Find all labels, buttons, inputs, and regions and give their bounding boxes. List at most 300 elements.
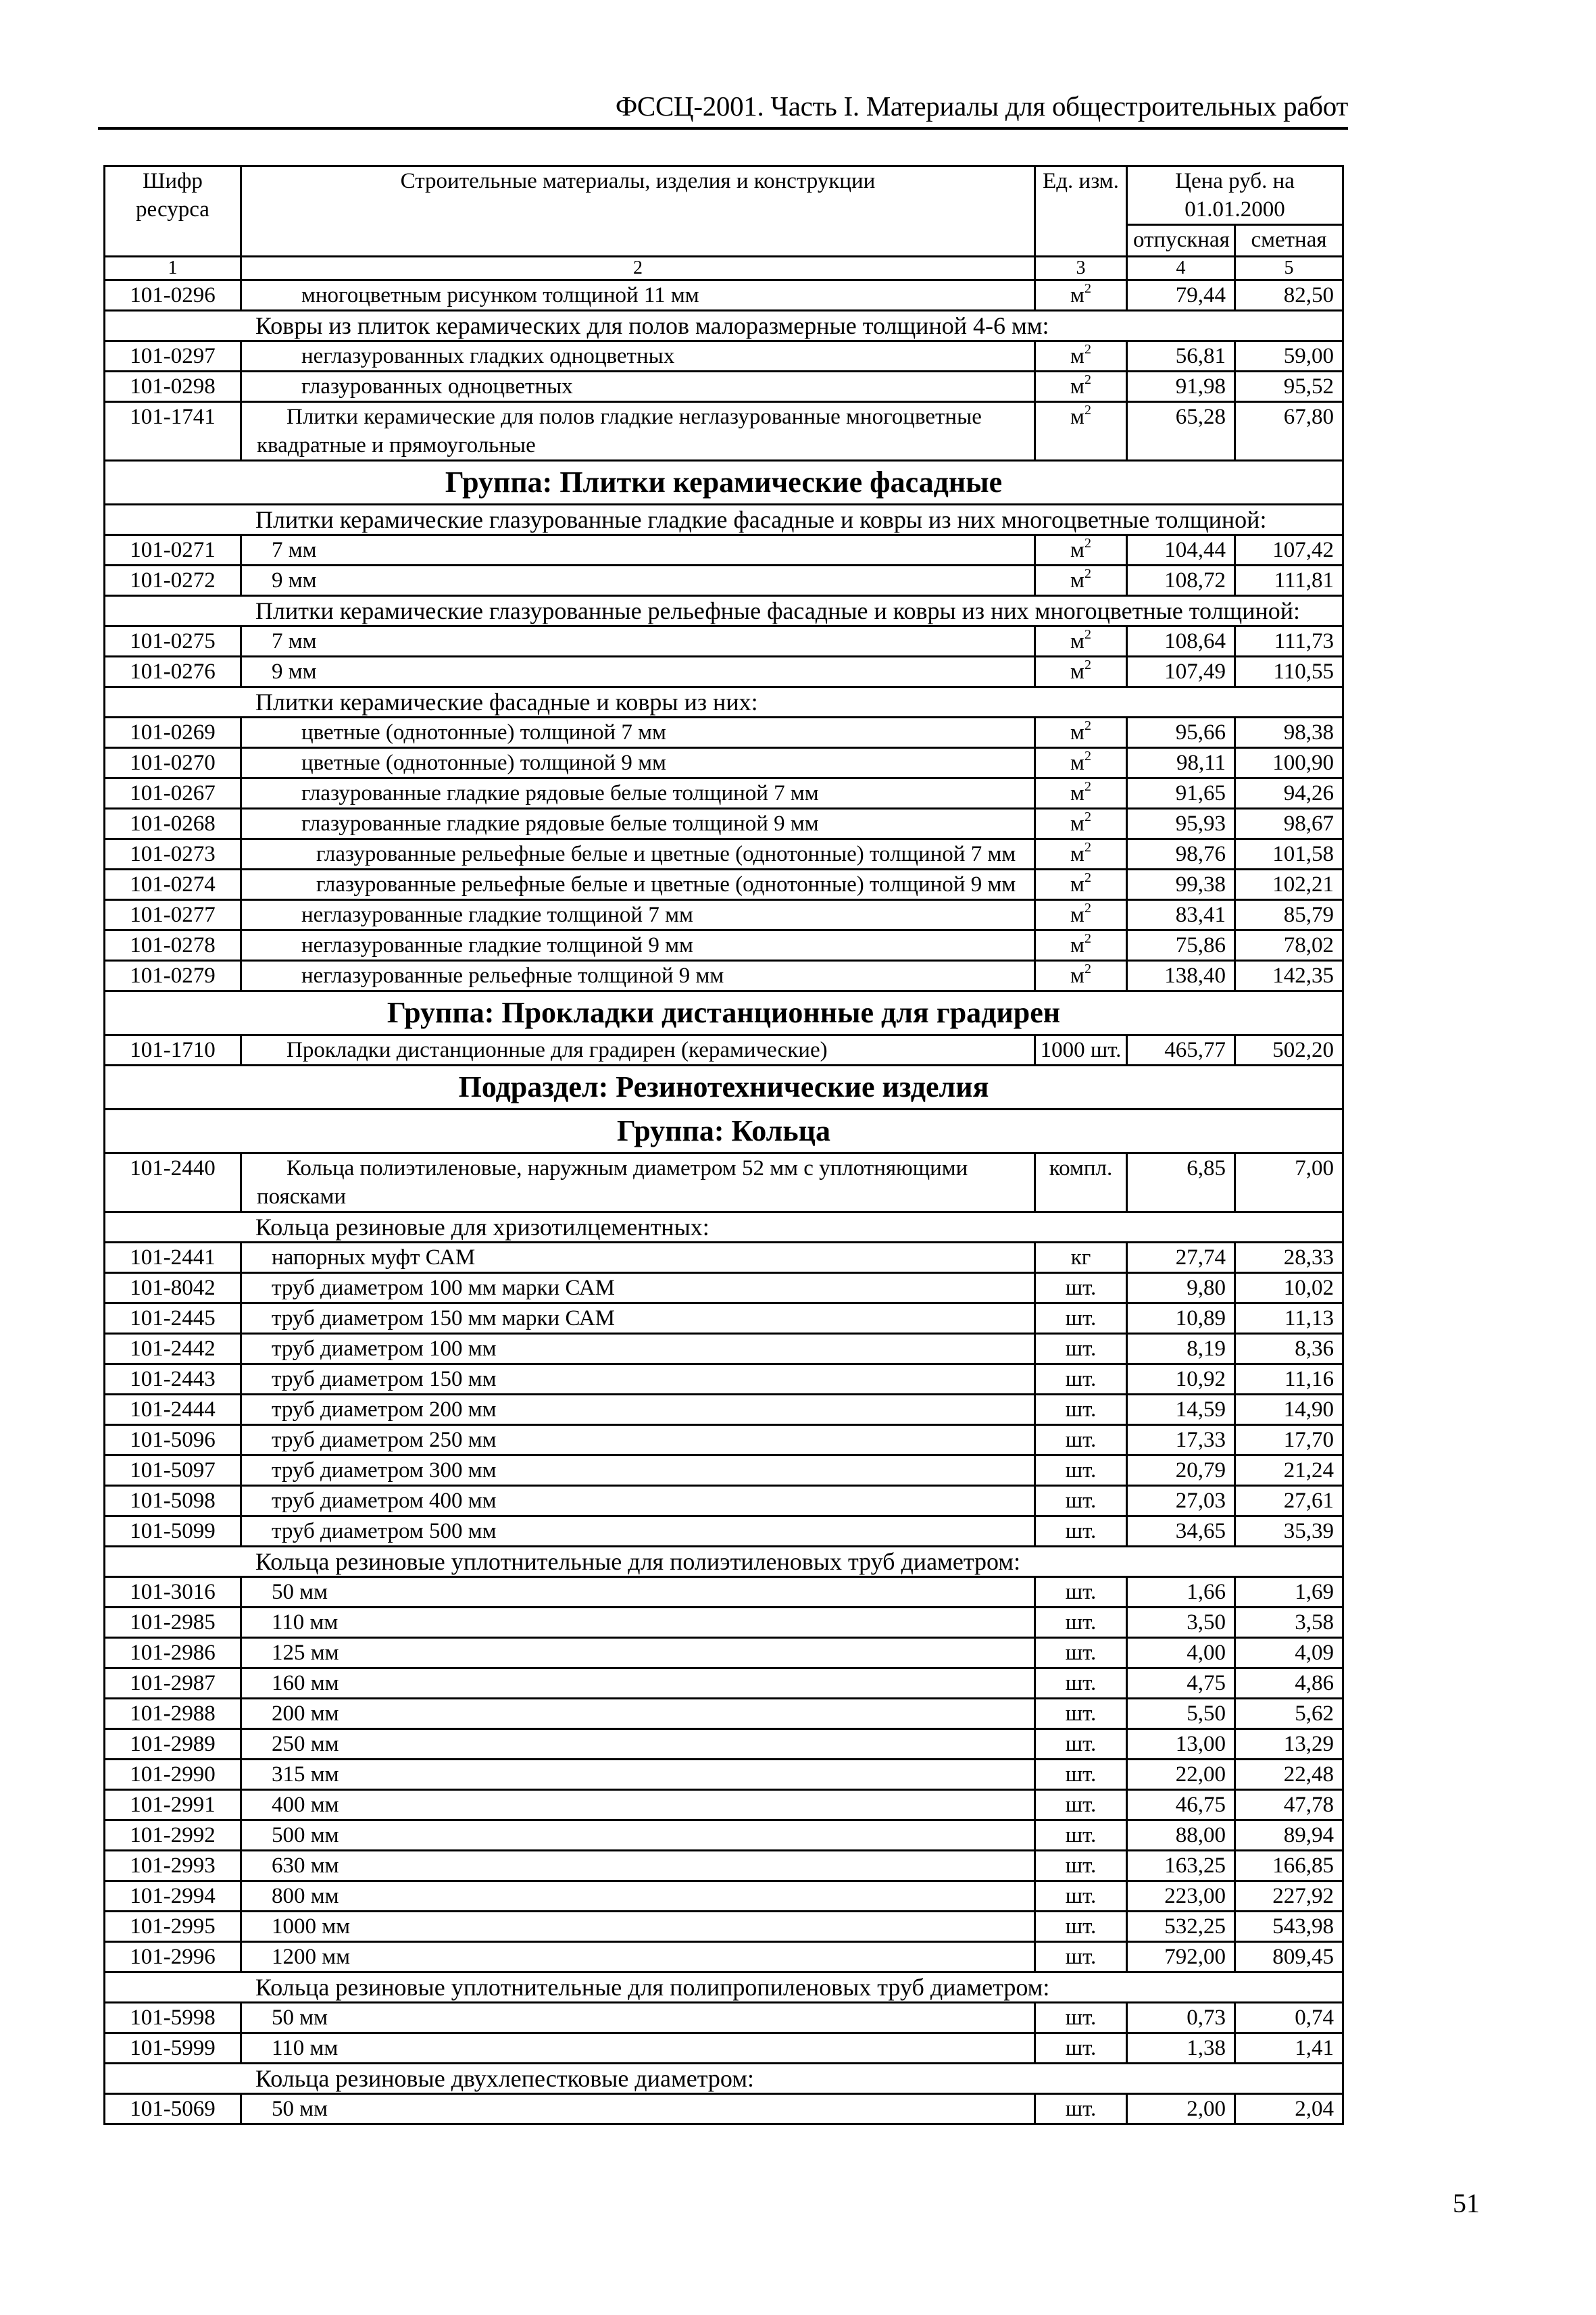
superscript-two: 2 [1084, 749, 1091, 764]
table-row [105, 1608, 1343, 1638]
resource-code: 101-2441 [105, 1243, 241, 1273]
table-row [105, 1516, 1343, 1547]
group-heading-row [105, 991, 1343, 1035]
resource-code: 101-0275 [105, 626, 241, 657]
group-heading-row [105, 1110, 1343, 1153]
superscript-two: 2 [1084, 657, 1091, 672]
material-name: 9 мм [241, 566, 1035, 596]
superscript-two: 2 [1084, 566, 1091, 581]
table-row [105, 1395, 1343, 1425]
table-row [105, 1638, 1343, 1668]
resource-code: 101-0278 [105, 930, 241, 961]
release-price: 22,00 [1127, 1760, 1235, 1790]
estimate-price: 98,38 [1235, 718, 1343, 748]
material-name: 250 мм [241, 1729, 1035, 1760]
material-name: 7 мм [241, 535, 1035, 566]
superscript-two: 2 [1084, 342, 1091, 357]
estimate-price: 17,70 [1235, 1425, 1343, 1455]
subheading-row [105, 1972, 1343, 2003]
table-row [105, 341, 1343, 372]
estimate-price: 67,80 [1235, 402, 1343, 461]
unit-of-measure: шт. [1035, 1760, 1127, 1790]
estimate-price: 27,61 [1235, 1486, 1343, 1516]
header-rule [98, 127, 1348, 130]
table-row [105, 1790, 1343, 1820]
unit-of-measure: шт. [1035, 1577, 1127, 1608]
table-row [105, 1851, 1343, 1881]
table-row [105, 1760, 1343, 1790]
subheading: Ковры из плиток керамических для полов малоразмерные толщиной 4-6 мм: [105, 311, 1343, 341]
page-number: 51 [1453, 2188, 1480, 2218]
table-row [105, 1577, 1343, 1608]
table-row [105, 870, 1343, 900]
unit-of-measure: шт. [1035, 1790, 1127, 1820]
unit-of-measure: $м^2$ [1035, 930, 1127, 961]
column-number: 2 [241, 257, 1035, 280]
superscript-two: 2 [1084, 870, 1091, 885]
release-price: 99,38 [1127, 870, 1235, 900]
resource-code: 101-0274 [105, 870, 241, 900]
unit-of-measure: шт. [1035, 1364, 1127, 1395]
superscript-two: 2 [1084, 901, 1091, 916]
resource-code: 101-0279 [105, 961, 241, 991]
material-name: 9 мм [241, 657, 1035, 687]
unit-of-measure: шт. [1035, 1273, 1127, 1303]
material-name: глазурованные гладкие рядовые белые толщиной 7 мм [241, 778, 1035, 809]
table-row [105, 657, 1343, 687]
unit-of-measure: $м^2$ [1035, 839, 1127, 870]
release-price: 27,03 [1127, 1486, 1235, 1516]
material-name: неглазурованные рельефные толщиной 9 мм [241, 961, 1035, 991]
resource-code: 101-0271 [105, 535, 241, 566]
estimate-price: 11,13 [1235, 1303, 1343, 1334]
release-price: 34,65 [1127, 1516, 1235, 1547]
table-row [105, 1455, 1343, 1486]
estimate-price: 227,92 [1235, 1881, 1343, 1912]
release-price: 163,25 [1127, 1851, 1235, 1881]
resource-code: 101-0272 [105, 566, 241, 596]
release-price: 792,00 [1127, 1942, 1235, 1972]
table-row [105, 2033, 1343, 2064]
material-name: труб диаметром 150 мм марки САМ [241, 1303, 1035, 1334]
superscript-two: 2 [1084, 840, 1091, 855]
material-name: цветные (однотонные) толщиной 7 мм [241, 718, 1035, 748]
material-name: 160 мм [241, 1668, 1035, 1699]
table-row [105, 961, 1343, 991]
material-name: глазурованные рельефные белые и цветные (однотонные) толщиной 9 мм [241, 870, 1035, 900]
release-price: 9,80 [1127, 1273, 1235, 1303]
superscript-two: 2 [1084, 962, 1091, 976]
table-row [105, 1273, 1343, 1303]
subheading-row [105, 596, 1343, 626]
unit-of-measure: $м^2$ [1035, 961, 1127, 991]
resource-code: 101-2989 [105, 1729, 241, 1760]
unit-of-measure: шт. [1035, 1455, 1127, 1486]
table-row [105, 1334, 1343, 1364]
material-name: 315 мм [241, 1760, 1035, 1790]
resource-code: 101-0268 [105, 809, 241, 839]
unit-of-measure: шт. [1035, 1699, 1127, 1729]
estimate-price: 21,24 [1235, 1455, 1343, 1486]
column-number: 1 [105, 257, 241, 280]
material-name: глазурованные рельефные белые и цветные (однотонные) толщиной 7 мм [241, 839, 1035, 870]
unit-of-measure: $м^2$ [1035, 626, 1127, 657]
release-price: 6,85 [1127, 1153, 1235, 1212]
table-row [105, 1364, 1343, 1395]
resource-code: 101-2994 [105, 1881, 241, 1912]
table-row [105, 626, 1343, 657]
estimate-price: 8,36 [1235, 1334, 1343, 1364]
resource-code: 101-2986 [105, 1638, 241, 1668]
release-price: 17,33 [1127, 1425, 1235, 1455]
estimate-price: 111,81 [1235, 566, 1343, 596]
estimate-price: 809,45 [1235, 1942, 1343, 1972]
table-header-row [105, 166, 1343, 225]
superscript-two: 2 [1084, 403, 1091, 418]
estimate-price: 82,50 [1235, 280, 1343, 311]
subheading-row [105, 311, 1343, 341]
material-name: 50 мм [241, 2094, 1035, 2124]
table-row [105, 1243, 1343, 1273]
unit-of-measure: $м^2$ [1035, 870, 1127, 900]
group-heading: Группа: Кольца [105, 1110, 1343, 1153]
resource-code: 101-2992 [105, 1820, 241, 1851]
material-name: труб диаметром 200 мм [241, 1395, 1035, 1425]
subheading: Кольца резиновые уплотнительные для полипропиленовых труб диаметром: [105, 1972, 1343, 2003]
unit-of-measure: $м^2$ [1035, 566, 1127, 596]
estimate-price: 3,58 [1235, 1608, 1343, 1638]
subheading: Плитки керамические глазурованные рельефные фасадные и ковры из них многоцветные толщиной: [105, 596, 1343, 626]
resource-code: 101-5099 [105, 1516, 241, 1547]
material-name: труб диаметром 250 мм [241, 1425, 1035, 1455]
resource-code: 101-0296 [105, 280, 241, 311]
release-price: 5,50 [1127, 1699, 1235, 1729]
material-name: труб диаметром 500 мм [241, 1516, 1035, 1547]
unit-of-measure: шт. [1035, 1881, 1127, 1912]
column-numbers-row [105, 257, 1343, 280]
unit-of-measure: шт. [1035, 1729, 1127, 1760]
group-heading: Группа: Плитки керамические фасадные [105, 461, 1343, 505]
material-name: 630 мм [241, 1851, 1035, 1881]
price-table [103, 165, 1344, 2125]
estimate-price: 7,00 [1235, 1153, 1343, 1212]
table-row [105, 1668, 1343, 1699]
release-price: 104,44 [1127, 535, 1235, 566]
subheading-row [105, 505, 1343, 535]
release-price: 14,59 [1127, 1395, 1235, 1425]
unit-of-measure: $м^2$ [1035, 402, 1127, 461]
superscript-two: 2 [1084, 372, 1091, 387]
resource-code: 101-2443 [105, 1364, 241, 1395]
material-name: 1200 мм [241, 1942, 1035, 1972]
resource-code: 101-2987 [105, 1668, 241, 1699]
estimate-price: 1,69 [1235, 1577, 1343, 1608]
material-name: 1000 мм [241, 1912, 1035, 1942]
release-price: 98,76 [1127, 839, 1235, 870]
table-row [105, 1425, 1343, 1455]
resource-code: 101-2991 [105, 1790, 241, 1820]
release-price: 98,11 [1127, 748, 1235, 778]
unit-of-measure: $м^2$ [1035, 748, 1127, 778]
release-price: 3,50 [1127, 1608, 1235, 1638]
table-row [105, 1729, 1343, 1760]
superscript-two: 2 [1084, 718, 1091, 733]
release-price: 83,41 [1127, 900, 1235, 930]
estimate-price: 166,85 [1235, 1851, 1343, 1881]
material-name: неглазурованные гладкие толщиной 9 мм [241, 930, 1035, 961]
column-header-unit: Ед. изм. [1035, 166, 1127, 257]
release-price: 223,00 [1127, 1881, 1235, 1912]
group-heading: Группа: Прокладки дистанционные для градирен [105, 991, 1343, 1035]
resource-code: 101-2444 [105, 1395, 241, 1425]
unit-of-measure: $м^2$ [1035, 657, 1127, 687]
table-row [105, 930, 1343, 961]
resource-code: 101-3016 [105, 1577, 241, 1608]
release-price: 10,92 [1127, 1364, 1235, 1395]
release-price: 46,75 [1127, 1790, 1235, 1820]
release-price: 88,00 [1127, 1820, 1235, 1851]
unit-of-measure: $м^2$ [1035, 280, 1127, 311]
table-row [105, 2003, 1343, 2033]
material-name: напорных муфт САМ [241, 1243, 1035, 1273]
table-row [105, 1820, 1343, 1851]
resource-code: 101-2995 [105, 1912, 241, 1942]
estimate-price: 502,20 [1235, 1035, 1343, 1066]
release-price: 65,28 [1127, 402, 1235, 461]
material-name: труб диаметром 100 мм марки САМ [241, 1273, 1035, 1303]
estimate-price: 47,78 [1235, 1790, 1343, 1820]
subheading: Плитки керамические фасадные и ковры из них: [105, 687, 1343, 718]
unit-of-measure: $м^2$ [1035, 718, 1127, 748]
unit-of-measure: шт. [1035, 1851, 1127, 1881]
estimate-price: 111,73 [1235, 626, 1343, 657]
material-name: глазурованные гладкие рядовые белые толщиной 9 мм [241, 809, 1035, 839]
release-price: 108,72 [1127, 566, 1235, 596]
resource-code: 101-2440 [105, 1153, 241, 1212]
material-name: цветные (однотонные) толщиной 9 мм [241, 748, 1035, 778]
material-name: 110 мм [241, 2033, 1035, 2064]
group-heading-row [105, 1066, 1343, 1110]
material-name: 50 мм [241, 2003, 1035, 2033]
release-price: 532,25 [1127, 1912, 1235, 1942]
release-price: 95,66 [1127, 718, 1235, 748]
release-price: 79,44 [1127, 280, 1235, 311]
unit-of-measure: шт. [1035, 1608, 1127, 1638]
release-price: 27,74 [1127, 1243, 1235, 1273]
table-row [105, 1486, 1343, 1516]
resource-code: 101-2985 [105, 1608, 241, 1638]
table-row [105, 900, 1343, 930]
column-header-estimate-price: сметная [1235, 225, 1343, 257]
subheading: Кольца резиновые двухлепестковые диаметром: [105, 2064, 1343, 2094]
estimate-price: 85,79 [1235, 900, 1343, 930]
resource-code: 101-2990 [105, 1760, 241, 1790]
material-name: труб диаметром 400 мм [241, 1486, 1035, 1516]
unit-of-measure: шт. [1035, 1334, 1127, 1364]
unit-of-measure: 1000 шт. [1035, 1035, 1127, 1066]
resource-code: 101-5096 [105, 1425, 241, 1455]
subheading-row [105, 2064, 1343, 2094]
running-title: ФССЦ-2001. Часть I. Материалы для общестроительных работ [615, 91, 1348, 122]
release-price: 8,19 [1127, 1334, 1235, 1364]
superscript-two: 2 [1084, 281, 1091, 296]
unit-of-measure: шт. [1035, 1486, 1127, 1516]
resource-code: 101-5998 [105, 2003, 241, 2033]
estimate-price: 5,62 [1235, 1699, 1343, 1729]
table-row [105, 2094, 1343, 2124]
superscript-two: 2 [1084, 779, 1091, 794]
table-row [105, 1881, 1343, 1912]
estimate-price: 4,09 [1235, 1638, 1343, 1668]
estimate-price: 142,35 [1235, 961, 1343, 991]
unit-of-measure: $м^2$ [1035, 372, 1127, 402]
column-number: 3 [1035, 257, 1127, 280]
table-body [105, 280, 1343, 2124]
resource-code: 101-1741 [105, 402, 241, 461]
estimate-price: 22,48 [1235, 1760, 1343, 1790]
release-price: 10,89 [1127, 1303, 1235, 1334]
table-row [105, 1912, 1343, 1942]
resource-code: 101-2988 [105, 1699, 241, 1729]
subheading-row [105, 1212, 1343, 1243]
material-name: неглазурованные гладкие толщиной 7 мм [241, 900, 1035, 930]
subheading: Кольца резиновые уплотнительные для полиэтиленовых труб диаметром: [105, 1547, 1343, 1577]
release-price: 1,38 [1127, 2033, 1235, 2064]
release-price: 2,00 [1127, 2094, 1235, 2124]
resource-code: 101-0269 [105, 718, 241, 748]
estimate-price: 107,42 [1235, 535, 1343, 566]
superscript-two: 2 [1084, 627, 1091, 642]
estimate-price: 10,02 [1235, 1273, 1343, 1303]
material-name: Прокладки дистанционные для градирен (керамические) [241, 1035, 1035, 1066]
material-name: 400 мм [241, 1790, 1035, 1820]
estimate-price: 59,00 [1235, 341, 1343, 372]
unit-of-measure: шт. [1035, 1516, 1127, 1547]
estimate-price: 2,04 [1235, 2094, 1343, 2124]
estimate-price: 78,02 [1235, 930, 1343, 961]
release-price: 95,93 [1127, 809, 1235, 839]
estimate-price: 100,90 [1235, 748, 1343, 778]
unit-of-measure: шт. [1035, 2094, 1127, 2124]
group-heading-row [105, 461, 1343, 505]
estimate-price: 13,29 [1235, 1729, 1343, 1760]
table-row [105, 1303, 1343, 1334]
subheading-row [105, 687, 1343, 718]
estimate-price: 11,16 [1235, 1364, 1343, 1395]
unit-of-measure: шт. [1035, 1638, 1127, 1668]
subheading: Кольца резиновые для хризотилцементных: [105, 1212, 1343, 1243]
subheading: Плитки керамические глазурованные гладкие фасадные и ковры из них многоцветные толщиной: [105, 505, 1343, 535]
resource-code: 101-0276 [105, 657, 241, 687]
estimate-price: 95,52 [1235, 372, 1343, 402]
unit-of-measure: шт. [1035, 2033, 1127, 2064]
estimate-price: 28,33 [1235, 1243, 1343, 1273]
table-row [105, 778, 1343, 809]
material-name: 7 мм [241, 626, 1035, 657]
resource-code: 101-2993 [105, 1851, 241, 1881]
estimate-price: 4,86 [1235, 1668, 1343, 1699]
resource-code: 101-2445 [105, 1303, 241, 1334]
estimate-price: 1,41 [1235, 2033, 1343, 2064]
superscript-two: 2 [1084, 536, 1091, 551]
table-row [105, 280, 1343, 311]
unit-of-measure: шт. [1035, 1942, 1127, 1972]
resource-code: 101-0267 [105, 778, 241, 809]
release-price: 20,79 [1127, 1455, 1235, 1486]
release-price: 4,75 [1127, 1668, 1235, 1699]
estimate-price: 543,98 [1235, 1912, 1343, 1942]
resource-code: 101-0273 [105, 839, 241, 870]
subheading-row [105, 1547, 1343, 1577]
unit-of-measure: $м^2$ [1035, 341, 1127, 372]
material-name: Плитки керамические для полов гладкие неглазурованные многоцветные квадратные и прямоугольные [241, 402, 1035, 461]
resource-code: 101-0270 [105, 748, 241, 778]
material-name: 200 мм [241, 1699, 1035, 1729]
material-name: труб диаметром 100 мм [241, 1334, 1035, 1364]
unit-of-measure: компл. [1035, 1153, 1127, 1212]
material-name: Кольца полиэтиленовые, наружным диаметром 52 мм с уплотняющими поясками [241, 1153, 1035, 1212]
resource-code: 101-5999 [105, 2033, 241, 2064]
superscript-two: 2 [1084, 931, 1091, 946]
release-price: 108,64 [1127, 626, 1235, 657]
release-price: 91,65 [1127, 778, 1235, 809]
column-header-price-group: Цена руб. на 01.01.2000 [1127, 166, 1343, 225]
release-price: 138,40 [1127, 961, 1235, 991]
resource-code: 101-1710 [105, 1035, 241, 1066]
release-price: 13,00 [1127, 1729, 1235, 1760]
material-name: 110 мм [241, 1608, 1035, 1638]
estimate-price: 102,21 [1235, 870, 1343, 900]
table-row [105, 372, 1343, 402]
material-name: 500 мм [241, 1820, 1035, 1851]
superscript-two: 2 [1084, 810, 1091, 824]
estimate-price: 89,94 [1235, 1820, 1343, 1851]
unit-of-measure: $м^2$ [1035, 535, 1127, 566]
column-header-code: Шифр ресурса [105, 166, 241, 257]
material-name: многоцветным рисунком толщиной 11 мм [241, 280, 1035, 311]
material-name: неглазурованных гладких одноцветных [241, 341, 1035, 372]
estimate-price: 35,39 [1235, 1516, 1343, 1547]
estimate-price: 101,58 [1235, 839, 1343, 870]
table-row [105, 718, 1343, 748]
column-number: 4 [1127, 257, 1235, 280]
estimate-price: 98,67 [1235, 809, 1343, 839]
resource-code: 101-2442 [105, 1334, 241, 1364]
release-price: 4,00 [1127, 1638, 1235, 1668]
table-row [105, 748, 1343, 778]
unit-of-measure: шт. [1035, 1668, 1127, 1699]
resource-code: 101-0277 [105, 900, 241, 930]
material-name: труб диаметром 300 мм [241, 1455, 1035, 1486]
column-header-release-price: отпускная [1127, 225, 1235, 257]
release-price: 107,49 [1127, 657, 1235, 687]
material-name: глазурованных одноцветных [241, 372, 1035, 402]
estimate-price: 110,55 [1235, 657, 1343, 687]
column-header-name: Строительные материалы, изделия и конструкции [241, 166, 1035, 257]
unit-of-measure: шт. [1035, 2003, 1127, 2033]
release-price: 0,73 [1127, 2003, 1235, 2033]
release-price: 75,86 [1127, 930, 1235, 961]
resource-code: 101-5069 [105, 2094, 241, 2124]
resource-code: 101-5097 [105, 1455, 241, 1486]
release-price: 56,81 [1127, 341, 1235, 372]
table-row [105, 839, 1343, 870]
table-row [105, 1035, 1343, 1066]
table-row [105, 1153, 1343, 1212]
resource-code: 101-0297 [105, 341, 241, 372]
table-row [105, 1942, 1343, 1972]
estimate-price: 14,90 [1235, 1395, 1343, 1425]
